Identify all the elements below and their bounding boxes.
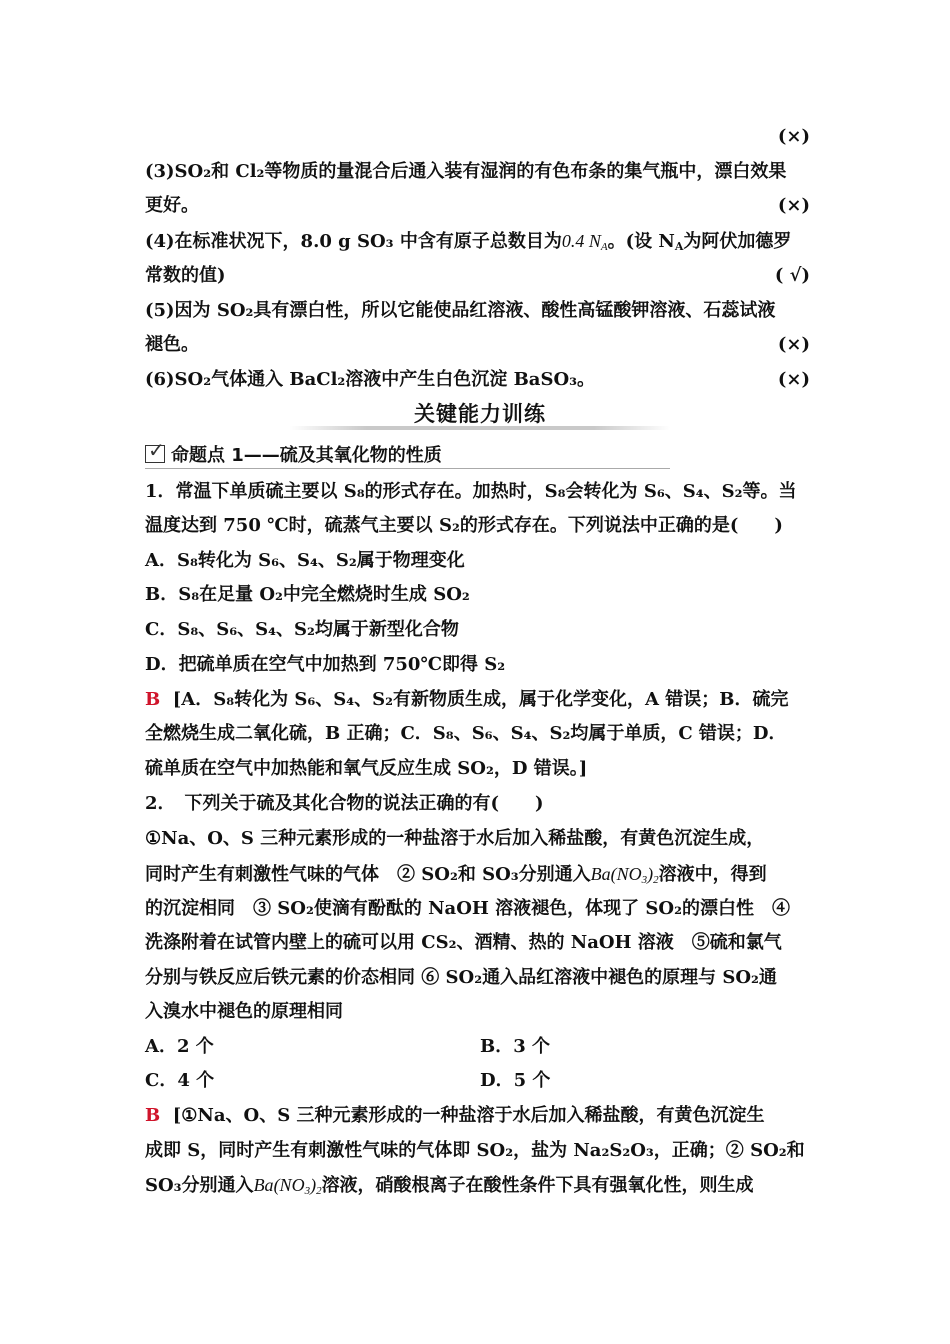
q1-explain-line-3: 硫单质在空气中加热能和氧气反应生成 SO₂，D 错误。]	[145, 758, 588, 779]
topic-label-text: 命题点 1——硫及其氧化物的性质	[171, 445, 442, 466]
q2-line-3-text-a: 同时产生有刺激性气味的气体 ② SO₂和 SO₃分别通入	[145, 864, 591, 885]
q2-explain-formula: $Ba(NO_3)_2$	[253, 1175, 322, 1197]
statement-5-mark: (×)	[777, 334, 810, 355]
statement-4-text-d: 常数的值)	[145, 265, 226, 286]
q1-option-a: A．S₈转化为 S₆、S₄、S₂属于物理变化	[145, 550, 465, 571]
statement-3-line-1: (3)SO₂和 Cl₂等物质的量混合后通入装有湿润的有色布条的集气瓶中，漂白效果	[145, 161, 787, 182]
statement-3-text: 更好。	[145, 195, 199, 216]
q2-explain-line-2: 成即 S，同时产生有刺激性气味的气体即 SO₂，盐为 Na₂S₂O₃，正确；② SO₂和	[145, 1140, 805, 1161]
q2-formula: $Ba(NO_3)_2$	[590, 864, 659, 886]
checkbox-icon	[145, 445, 165, 463]
q2-option-d: D．5 个	[480, 1070, 551, 1091]
statement-4-formula: 0.4 $N_A$	[561, 231, 608, 253]
section-heading	[290, 398, 670, 432]
q1-explain-text-1: [A．S₈转化为 S₆、S₄、S₂有新物质生成，属于化学变化，A 错误；B．硫完	[172, 689, 789, 710]
q1-option-b: B．S₈在足量 O₂中完全燃烧时生成 SO₂	[145, 584, 470, 605]
q2-line-3-text-b: 溶液中，得到	[658, 864, 767, 885]
statement-4-line-1: (4)在标准状况下，8.0 g SO₃ 中含有原子总数目为0.4 $N_A$。(设 $N_A$为阿伏加德罗	[145, 231, 792, 253]
q2-options-row-2	[145, 1068, 810, 1094]
q2-stem-line-6: 分别与铁反应后铁元素的价态相同 ⑥ SO₂通入品红溶液中褪色的原理与 SO₂通	[145, 967, 777, 988]
statement-6-text: (6)SO₂气体通入 BaCl₂溶液中产生白色沉淀 BaSO₃。	[145, 369, 596, 390]
statement-4-text-b: 。(设 N	[607, 231, 675, 252]
q2-explain-line-1	[145, 1103, 810, 1129]
statement-6-mark: (×)	[777, 369, 810, 390]
answer-mark: (×)	[777, 126, 810, 147]
q1-option-d: D．把硫单质在空气中加热到 750℃即得 S₂	[145, 654, 506, 675]
statement-5-line-1: (5)因为 SO₂具有漂白性，所以它能使品红溶液、酸性高锰酸钾溶液、石蕊试液	[145, 300, 776, 321]
q2-answer: B	[145, 1105, 161, 1126]
q2-stem-line-3	[145, 861, 810, 888]
statement-4-line-2	[145, 263, 810, 289]
q2-stem-line-2: ①Na、O、S 三种元素形成的一种盐溶于水后加入稀盐酸，有黄色沉淀生成，	[145, 828, 765, 849]
q2-option-b: B．3 个	[480, 1036, 551, 1057]
q1-stem-line-1: 1．常温下单质硫主要以 S₈的形式存在。加热时，S₈会转化为 S₆、S₄、S₂等。当	[145, 481, 797, 502]
q2-explain-text-3b: 溶液，硝酸根离子在酸性条件下具有强氧化性，则生成	[321, 1175, 754, 1196]
q1-explain-line-1	[145, 687, 810, 713]
q2-stem-line-4: 的沉淀相同 ③ SO₂使滴有酚酞的 NaOH 溶液褪色，体现了 SO₂的漂白性 ④	[145, 898, 790, 919]
statement-4-text-c: 为阿伏加德罗	[683, 231, 792, 252]
statement-5-line-2	[145, 332, 810, 358]
q2-option-c: C．4 个	[145, 1070, 215, 1091]
q2-explain-text-3a: SO₃分别通入	[145, 1175, 254, 1196]
statement-4-text-a: (4)在标准状况下，8.0 g SO₃ 中含有原子总数目为	[145, 231, 562, 252]
q1-explain-line-2: 全燃烧生成二氧化硫，B 正确；C．S₈、S₆、S₄、S₂均属于单质，C 错误；D．	[145, 723, 787, 744]
q2-stem-line-7: 入溴水中褪色的原理相同	[145, 1001, 343, 1022]
statement-6-line	[145, 367, 810, 393]
q2-stem-line-5: 洗涤附着在试管内壁上的硫可以用 CS₂、酒精、热的 NaOH 溶液 ⑤硫和氯气	[145, 932, 782, 953]
q2-explain-text-1: [①Na、O、S 三种元素形成的一种盐溶于水后加入稀盐酸，有黄色沉淀生	[172, 1105, 765, 1126]
q1-answer: B	[145, 689, 161, 710]
statement-3-line-2	[145, 193, 810, 219]
statement-3-mark: (×)	[777, 195, 810, 216]
statement-4-mark: ( √)	[774, 265, 810, 286]
q2-stem-line-1: 2． 下列关于硫及其化合物的说法正确的有( )	[145, 793, 544, 814]
statement-5-text: 褪色。	[145, 334, 199, 355]
q2-explain-line-3	[145, 1172, 810, 1199]
q2-option-a: A．2 个	[145, 1036, 214, 1057]
q2-options-row-1	[145, 1034, 810, 1060]
q1-stem-line-2: 温度达到 750 ℃时，硫蒸气主要以 S₂的形式存在。下列说法中正确的是( )	[145, 515, 783, 536]
section-heading-text: 关键能力训练	[414, 402, 546, 426]
topic-label	[145, 441, 442, 467]
topic-divider	[145, 468, 670, 469]
q1-option-c: C．S₈、S₆、S₄、S₂均属于新型化合物	[145, 619, 459, 640]
